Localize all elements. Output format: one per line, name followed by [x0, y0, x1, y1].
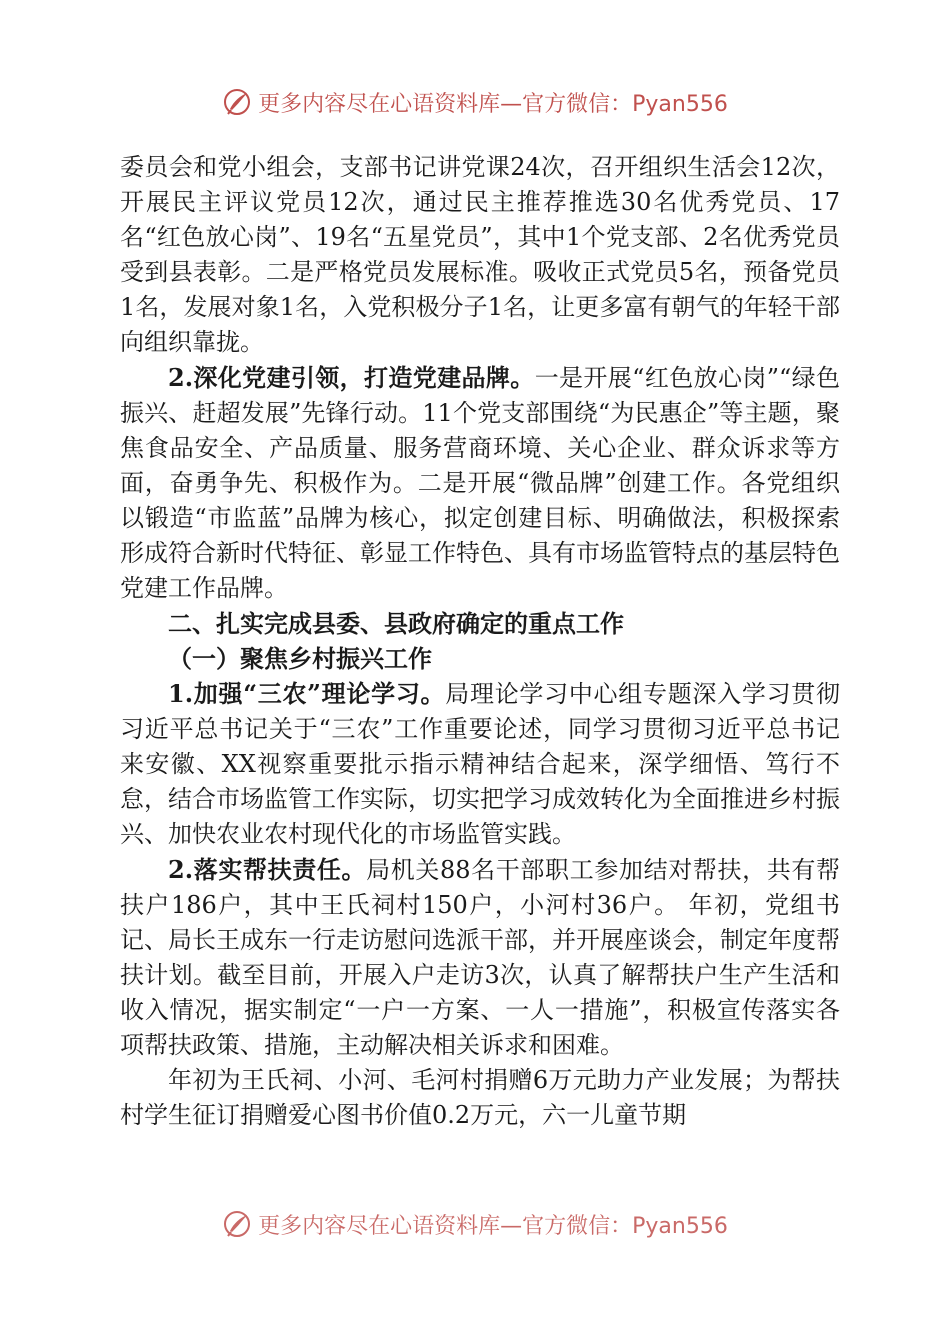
paragraph-text: 委员会和党小组会，支部书记讲党课24次，召开组织生活会12次，开展民主评议党员12次，通过民主推荐推选30名优秀党员、17名“红色放心岗”、19名“五星党员”，其中1个党支部、2名优秀党员受到县表彰。二是严格党员发展标准。吸收正式党员5名，预备党员1名，发展对象1名，入党积极分子1名，让更多富有朝气的年轻干部向组织靠拢。	[120, 153, 840, 356]
quill-logo-icon	[222, 1209, 252, 1239]
subsection-heading: （一）聚焦乡村振兴工作	[168, 644, 432, 673]
paragraph-text: 年初为王氏祠、小河、毛河村捐赠6万元助力产业发展；为帮扶村学生征订捐赠爱心图书价值0.2万元，六一儿童节期	[120, 1066, 840, 1129]
watermark-footer	[0, 1202, 950, 1246]
section-heading: 二、扎实完成县委、县政府确定的重点工作	[168, 609, 624, 638]
paragraph-lead: 1.加强“三农”理论学习。	[168, 679, 446, 708]
paragraph-text: 局理论学习中心组专题深入学习贯彻习近平总书记关于“三农”工作重要论述，同学习贯彻习近平总书记来安徽、XX视察重要批示指示精神结合起来，深学细悟、笃行不怠，结合市场监管工作实际，切实把学习成效转化为全面推进乡村振兴、加快农业农村现代化的市场监管实践。	[120, 680, 841, 848]
watermark-header	[0, 80, 950, 124]
watermark-text: 更多内容尽在心语资料库—官方微信：Pyan556	[258, 1213, 728, 1239]
quill-logo-icon	[222, 87, 252, 117]
paragraph	[120, 1063, 840, 1133]
document-body	[120, 150, 840, 1133]
paragraph-text: 局机关88名干部职工参加结对帮扶，共有帮扶户186户，其中王氏祠村150户，小河村36户。 年初，党组书记、局长王成东一行走访慰问选派干部，并开展座谈会，制定年度帮扶计划。截至目前，开展入户走访3次，认真了解帮扶户生产生活和收入情况，据实制定“一户一方案、一人一措施”，积极宣传落实各项帮扶政策、措施，主动解决相关诉求和困难。	[120, 856, 840, 1059]
watermark-text: 更多内容尽在心语资料库—官方微信：Pyan556	[258, 91, 728, 117]
paragraph	[120, 676, 840, 852]
paragraph-text: 一是开展“红色放心岗”“绿色振兴、赶超发展”先锋行动。11个党支部围绕“为民惠企”等主题，聚焦食品安全、产品质量、服务营商环境、关心企业、群众诉求等方面，奋勇争先、积极作为。二是开展“微品牌”创建工作。各党组织以锻造“市监蓝”品牌为核心，拟定创建目标、明确做法，积极探索形成符合新时代特征、彰显工作特色、具有市场监管特点的基层特色党建工作品牌。	[120, 364, 840, 602]
paragraph	[120, 150, 840, 360]
paragraph	[120, 852, 840, 1063]
paragraph-lead: 2.落实帮扶责任。	[168, 855, 367, 884]
paragraph-lead: 2.深化党建引领，打造党建品牌。	[168, 363, 535, 392]
paragraph	[120, 360, 840, 606]
